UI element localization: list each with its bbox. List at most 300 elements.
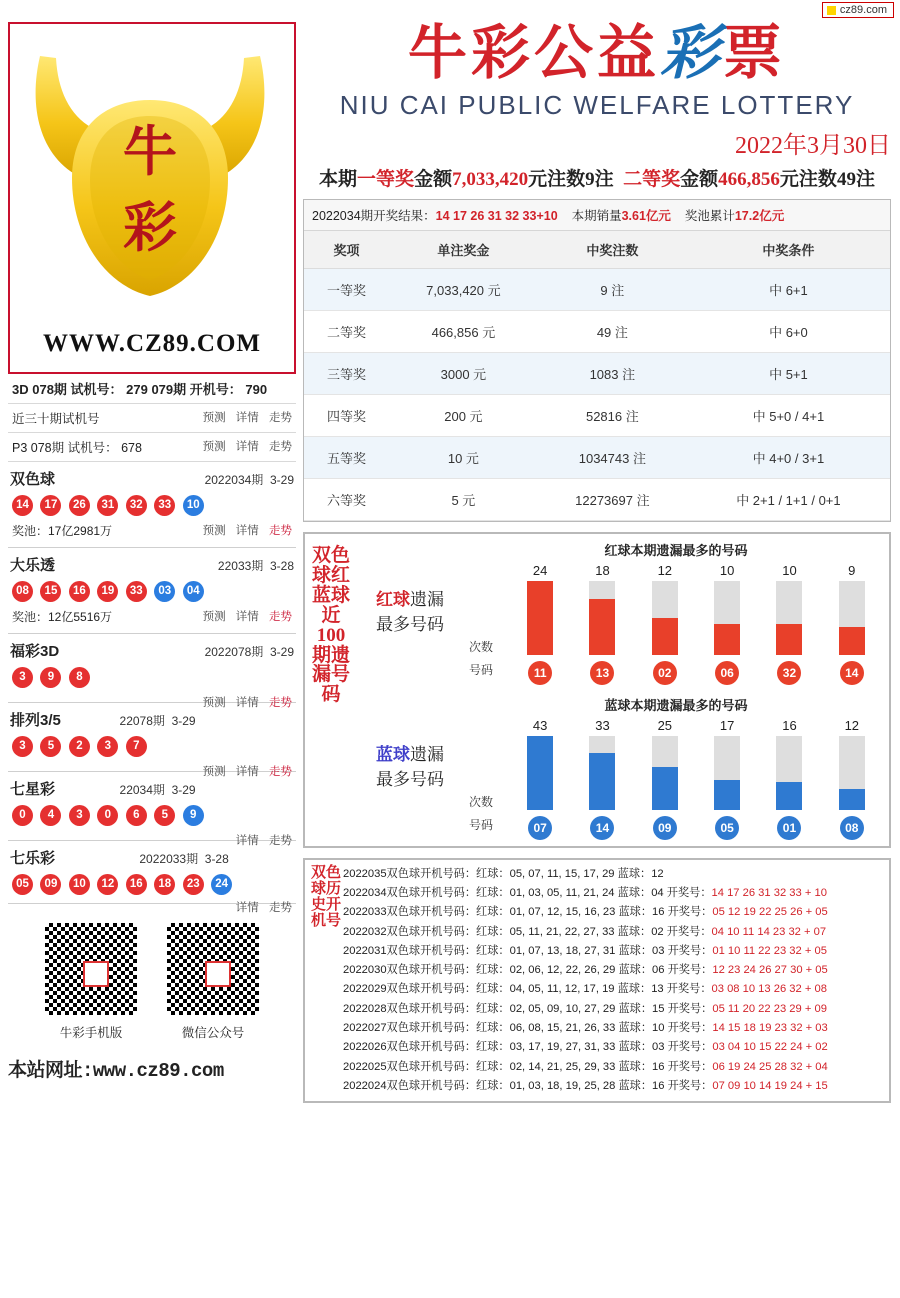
pool-row [10, 830, 294, 847]
page-title [303, 20, 891, 88]
link-trend[interactable]: 走势 [269, 611, 292, 623]
bar-column [704, 718, 750, 810]
result-numbers: 14 17 26 31 32 33+10 [435, 208, 558, 223]
cell-amount: 7,033,420 元 [389, 268, 538, 310]
blue-bars-grid [469, 718, 883, 810]
link-predict[interactable]: 预测 [202, 697, 226, 709]
row-3d-sub-text: 近三十期试机号 [12, 412, 100, 426]
blue-numbers [509, 810, 883, 840]
table-header-row [304, 231, 890, 269]
history-text: 2022026双色球开机号码：红球：03, 17, 19, 27, 31, 33 蓝球：03 开奖号： [343, 1041, 713, 1054]
bar-track [527, 736, 553, 810]
section-fc3d [8, 634, 296, 709]
ball-red: 26 [69, 495, 90, 516]
bar-fill [527, 736, 553, 810]
cell-amount: 3000 元 [389, 352, 538, 394]
bar-value: 10 [782, 562, 797, 578]
red-bars [509, 563, 883, 655]
section-title: 大乐透 [10, 557, 56, 574]
row-3d [8, 374, 296, 404]
history-line [343, 1058, 885, 1077]
bar-track [714, 581, 740, 655]
ball-red: 33 [154, 495, 175, 516]
link-detail[interactable]: 详情 [235, 902, 259, 914]
history-win: 03 04 10 15 22 24 + 02 [712, 1041, 828, 1054]
table-row [304, 394, 890, 436]
ball-red: 09 [40, 874, 61, 895]
ball-list [10, 730, 294, 761]
title-main: 牛彩公益 [407, 20, 660, 86]
section-links[interactable] [196, 694, 292, 710]
section-issue: 2022078期 [204, 645, 264, 659]
link-predict[interactable]: 预测 [202, 412, 226, 424]
qr-area [8, 920, 296, 1041]
red-label-1: 红球 [376, 589, 410, 609]
history-line [343, 1038, 885, 1057]
link-trend[interactable]: 走势 [269, 525, 292, 537]
cell-cond: 中 6+1 [687, 268, 890, 310]
blue-chart-title: 蓝球本期遗漏最多的号码 [604, 697, 748, 713]
badge-square-icon [827, 6, 836, 15]
chart-ball-blue: 07 [528, 816, 552, 840]
bar-fill [589, 753, 615, 810]
blue-label-2: 遗漏 [410, 744, 444, 764]
red-numbers [509, 655, 883, 685]
pool-row [10, 520, 294, 543]
bull-logo-icon [10, 38, 290, 308]
cell-level: 三等奖 [304, 352, 389, 394]
blue-axis-num: 号码 [469, 817, 494, 832]
link-detail[interactable]: 详情 [235, 611, 259, 623]
result-header [304, 200, 890, 231]
chart-ball-red: 13 [590, 661, 614, 685]
ball-red: 3 [69, 805, 90, 826]
link-trend[interactable]: 走势 [269, 412, 292, 424]
red-label-3: 最多号码 [376, 615, 444, 635]
number-cell [766, 816, 812, 840]
section-links[interactable] [196, 608, 292, 624]
cell-count: 1083 注 [538, 352, 687, 394]
history-line [343, 961, 885, 980]
bar-track [527, 581, 553, 655]
link-trend[interactable]: 走势 [269, 441, 292, 453]
bar-value: 16 [782, 717, 797, 733]
cell-amount: 10 元 [389, 436, 538, 478]
cell-cond: 中 2+1 / 1+1 / 0+1 [687, 478, 890, 520]
bar-column [517, 563, 563, 655]
history-win: 07 09 10 14 19 24 + 15 [712, 1079, 828, 1092]
ball-red: 32 [126, 495, 147, 516]
ball-blue: 04 [183, 581, 204, 602]
bar-column [829, 563, 875, 655]
logo-box [8, 22, 296, 374]
pool-row [10, 761, 294, 778]
col-amount: 单注奖金 [389, 231, 538, 269]
ball-red: 4 [40, 805, 61, 826]
first-prize-label: 一等奖 [357, 168, 415, 190]
ball-red: 17 [40, 495, 61, 516]
link-trend[interactable]: 走势 [269, 697, 292, 709]
logo-url: WWW.CZ89.COM [42, 330, 262, 357]
section-day: 3-29 [171, 714, 196, 728]
chart-ball-red: 06 [715, 661, 739, 685]
ball-red: 8 [69, 667, 90, 688]
chart-ball-red: 32 [777, 661, 801, 685]
table-row [304, 352, 890, 394]
qr-item-wechat [164, 920, 262, 1041]
cell-count: 52816 注 [538, 394, 687, 436]
red-chart [469, 540, 883, 685]
history-line [343, 1019, 885, 1038]
history-side-label [309, 865, 343, 1096]
blue-chart-label [351, 742, 469, 793]
col-count: 中奖注数 [538, 231, 687, 269]
blue-label-1: 蓝球 [376, 744, 410, 764]
section-ssq [8, 462, 296, 548]
ball-red: 3 [12, 667, 33, 688]
row-3d-text: 3D 078期 试机号： 279 079期 开机号： 790 [12, 382, 268, 397]
bar-column [579, 718, 625, 810]
section-issue: 2022033期 [139, 852, 199, 866]
section-day: 3-28 [204, 852, 229, 866]
cell-cond: 中 6+0 [687, 310, 890, 352]
ball-list [10, 489, 294, 520]
section-title: 福彩3D [10, 643, 60, 660]
pool-row [10, 606, 294, 629]
link-predict[interactable]: 预测 [202, 441, 226, 453]
section-title: 双色球 [10, 471, 56, 488]
bar-track [776, 736, 802, 810]
bar-column [642, 563, 688, 655]
cell-count: 9 注 [538, 268, 687, 310]
red-number-row [469, 655, 883, 685]
cell-level: 六等奖 [304, 478, 389, 520]
cell-level: 五等奖 [304, 436, 389, 478]
history-line [343, 884, 885, 903]
ball-red: 2 [69, 736, 90, 757]
table-row [304, 478, 890, 520]
history-line [343, 923, 885, 942]
section-pls [8, 703, 296, 778]
bar-fill [714, 624, 740, 655]
ball-red: 31 [97, 495, 118, 516]
link-detail[interactable]: 详情 [235, 835, 259, 847]
bar-value: 12 [657, 562, 673, 578]
bar-track [839, 736, 865, 810]
section-date [120, 709, 196, 729]
history-text: 2022030双色球开机号码：红球：02, 06, 12, 22, 26, 29 蓝球：06 开奖号： [343, 964, 713, 977]
pool-text: 奖池：17亿2981万 [12, 524, 113, 538]
col-level: 奖项 [304, 231, 389, 269]
red-chart-title: 红球本期遗漏最多的号码 [604, 542, 748, 558]
qr-code-icon [42, 920, 140, 1018]
title-tail: 票 [723, 20, 787, 86]
bar-fill [839, 789, 865, 810]
ball-red: 19 [97, 581, 118, 602]
ball-red: 05 [12, 874, 33, 895]
ball-red: 5 [40, 736, 61, 757]
prize-table [304, 231, 890, 521]
section-links[interactable] [229, 895, 292, 915]
history-text: 2022029双色球开机号码：红球：04, 05, 11, 12, 17, 19 蓝球：13 开奖号： [343, 983, 712, 996]
blue-number-row [469, 810, 883, 840]
ball-red: 0 [12, 805, 33, 826]
bar-fill [589, 599, 615, 655]
ball-red: 14 [12, 495, 33, 516]
number-cell [579, 816, 625, 840]
chart-ball-blue: 05 [715, 816, 739, 840]
row-p3 [8, 433, 296, 462]
number-cell [829, 816, 875, 840]
link-predict[interactable]: 预测 [202, 766, 226, 778]
bar-track [839, 581, 865, 655]
section-title: 排列3/5 [10, 712, 61, 729]
section-qxc [8, 772, 296, 847]
history-text: 2022025双色球开机号码：红球：02, 14, 21, 25, 29, 33 蓝球：16 开奖号： [343, 1060, 713, 1073]
red-label-2: 遗漏 [410, 589, 444, 609]
history-win: 03 08 10 13 26 32 + 08 [711, 983, 827, 996]
second-prize-count-label: 注数 [798, 168, 837, 190]
link-detail[interactable]: 详情 [235, 766, 259, 778]
first-prize-count-label: 注数 [547, 168, 586, 190]
bar-value: 43 [532, 717, 548, 733]
history-text: 2022035双色球开机号码：红球：05, 07, 11, 15, 17, 29 蓝球：12 [343, 867, 664, 880]
bar-value: 25 [657, 717, 673, 733]
history-win: 14 15 18 19 23 32 + 03 [712, 1021, 828, 1034]
ball-red: 15 [40, 581, 61, 602]
number-cell [704, 661, 750, 685]
history-box [303, 858, 891, 1103]
section-links[interactable] [229, 832, 292, 848]
link-trend[interactable]: 走势 [269, 835, 292, 847]
ball-red: 12 [97, 874, 118, 895]
history-text: 2022031双色球开机号码：红球：01, 07, 13, 18, 27, 31 蓝球：03 开奖号： [343, 944, 713, 957]
bar-track [714, 736, 740, 810]
history-line [343, 1077, 885, 1096]
second-prize-amount: 466,856 [718, 168, 780, 190]
badge-text: cz89.com [839, 4, 887, 16]
bar-value: 24 [532, 562, 548, 578]
cell-amount: 200 元 [389, 394, 538, 436]
section-title: 七星彩 [10, 781, 56, 798]
red-chart-row [351, 540, 883, 685]
section-day: 3-29 [269, 473, 294, 487]
section-day: 3-29 [171, 783, 196, 797]
red-axis-count: 次数 [469, 639, 494, 654]
right-column [303, 20, 891, 1103]
ball-list [10, 868, 294, 914]
section-day: 3-28 [269, 559, 294, 573]
bar-value: 10 [719, 562, 735, 578]
ball-red: 9 [40, 667, 61, 688]
cell-cond: 中 5+1 [687, 352, 890, 394]
section-dlt [8, 548, 296, 634]
charts-side-label [311, 540, 351, 840]
second-prize-unit: 元 [779, 168, 799, 190]
link-trend[interactable]: 走势 [269, 902, 292, 914]
bar-track [589, 581, 615, 655]
link-detail[interactable]: 详情 [235, 441, 259, 453]
table-row [304, 436, 890, 478]
ball-blue: 24 [211, 874, 232, 895]
section-date [139, 847, 228, 867]
ball-red: 23 [183, 874, 204, 895]
row-3d-sub-links[interactable] [196, 409, 292, 425]
row-p3-text: P3 078期 试机号： 678 [12, 441, 142, 455]
chart-ball-blue: 14 [590, 816, 614, 840]
history-line [343, 1000, 885, 1019]
link-predict[interactable]: 预测 [202, 611, 226, 623]
first-prize-amount: 7,033,420 [452, 168, 529, 190]
bar-column [579, 563, 625, 655]
bar-value: 17 [719, 717, 735, 733]
bar-value: 12 [844, 717, 860, 733]
section-date [218, 554, 294, 574]
bar-column [642, 718, 688, 810]
section-issue: 22078期 [119, 714, 165, 728]
sales-label: 本期销量 [571, 208, 622, 223]
ball-red: 6 [126, 805, 147, 826]
pool-label: 奖池累计 [684, 208, 735, 223]
section-date [120, 778, 196, 798]
section-qlc [8, 841, 296, 914]
ball-red: 3 [97, 736, 118, 757]
number-cell [829, 661, 875, 685]
section-date [205, 468, 294, 488]
cell-cond: 中 5+0 / 4+1 [687, 394, 890, 436]
history-text: 2022024双色球开机号码：红球：01, 03, 18, 19, 25, 28 蓝球：16 开奖号： [343, 1079, 713, 1092]
history-text: 2022028双色球开机号码：红球：02, 05, 09, 10, 27, 29 蓝球：15 开奖号： [343, 1002, 713, 1015]
bar-fill [652, 618, 678, 655]
history-text: 2022033双色球开机号码：红球：01, 07, 12, 15, 16, 23 蓝球：16 开奖号： [343, 906, 713, 919]
cell-count: 12273697 注 [538, 478, 687, 520]
link-detail[interactable]: 详情 [235, 525, 259, 537]
blue-chart [469, 695, 883, 840]
history-text: 2022032双色球开机号码：红球：05, 11, 21, 22, 27, 33 蓝球：02 开奖号： [343, 925, 712, 938]
ball-red: 16 [69, 581, 90, 602]
section-links[interactable] [196, 763, 292, 779]
number-cell [642, 661, 688, 685]
ball-blue: 10 [183, 495, 204, 516]
qr-code-icon [164, 920, 262, 1018]
cell-cond: 中 4+0 / 3+1 [687, 436, 890, 478]
bar-fill [527, 581, 553, 655]
col-cond: 中奖条件 [687, 231, 890, 269]
second-prize-count: 49注 [836, 168, 875, 190]
first-prize-unit: 元 [528, 168, 548, 190]
section-issue: 22034期 [119, 783, 165, 797]
link-trend[interactable]: 走势 [269, 766, 292, 778]
history-line [343, 980, 885, 999]
ball-red: 0 [97, 805, 118, 826]
charts-box [303, 532, 891, 848]
history-text: 2022027双色球开机号码：红球：06, 08, 15, 21, 26, 33 蓝球：10 开奖号： [343, 1021, 713, 1034]
bar-fill [839, 627, 865, 654]
chart-ball-blue: 09 [653, 816, 677, 840]
chart-ball-blue: 08 [840, 816, 864, 840]
history-line [343, 903, 885, 922]
cell-level: 二等奖 [304, 310, 389, 352]
number-cell [517, 661, 563, 685]
bar-fill [652, 767, 678, 810]
link-predict[interactable]: 预测 [202, 525, 226, 537]
pool-row [10, 692, 294, 709]
history-text: 2022034双色球开机号码：红球：01, 03, 05, 11, 21, 24 蓝球：04 开奖号： [343, 887, 712, 900]
ball-red: 5 [154, 805, 175, 826]
cell-level: 四等奖 [304, 394, 389, 436]
qr-item-app [42, 920, 140, 1041]
svg-text:彩: 彩 [123, 198, 177, 258]
bar-column [704, 563, 750, 655]
bar-fill [714, 780, 740, 810]
ball-blue: 03 [154, 581, 175, 602]
number-cell [704, 816, 750, 840]
table-row [304, 268, 890, 310]
link-detail[interactable]: 详情 [235, 412, 259, 424]
bar-value: 9 [848, 562, 856, 578]
issue-date: 2022年3月30日 [735, 132, 891, 159]
link-detail[interactable]: 详情 [235, 697, 259, 709]
cell-count: 49 注 [538, 310, 687, 352]
history-win: 04 10 11 14 23 32 + 07 [711, 925, 827, 938]
blue-axis-count: 次数 [469, 794, 494, 809]
history-win: 12 23 24 26 27 30 + 05 [712, 964, 828, 977]
ball-list [10, 799, 294, 830]
ball-red: 08 [12, 581, 33, 602]
bar-column [766, 718, 812, 810]
history-win: 14 17 26 31 32 33 + 10 [711, 887, 827, 900]
section-issue: 22033期 [217, 559, 264, 573]
bar-track [652, 736, 678, 810]
section-links[interactable] [196, 522, 292, 538]
cell-count: 1034743 注 [538, 436, 687, 478]
ball-red: 16 [126, 874, 147, 895]
bar-value: 18 [595, 562, 610, 578]
section-date [205, 640, 294, 660]
bar-value: 33 [595, 717, 610, 733]
qr-caption: 微信公众号 [181, 1026, 245, 1040]
cell-amount: 5 元 [389, 478, 538, 520]
bar-track [652, 581, 678, 655]
blue-chart-row [351, 695, 883, 840]
bar-column [829, 718, 875, 810]
charts-side-text: 双色球红蓝球近100期遗漏号码 [311, 544, 350, 706]
charts-main [351, 540, 883, 840]
history-win: 05 11 20 22 23 29 + 09 [712, 1002, 827, 1015]
blue-label-3: 最多号码 [376, 770, 444, 790]
prize-prefix: 本期 [319, 168, 358, 190]
second-prize-text: 金额 [680, 168, 719, 190]
site-badge [822, 2, 894, 18]
history-line [343, 942, 885, 961]
chart-ball-red: 11 [528, 661, 552, 685]
left-column [8, 22, 296, 1082]
ball-red: 18 [154, 874, 175, 895]
history-line [343, 865, 885, 884]
ball-red: 33 [126, 581, 147, 602]
history-side-text: 双色球历史开机号 [310, 864, 341, 930]
bar-fill [776, 782, 802, 809]
row-3d-sub [8, 404, 296, 433]
section-title: 七乐彩 [10, 850, 56, 867]
number-cell [579, 661, 625, 685]
row-p3-links[interactable] [196, 438, 292, 454]
result-box [303, 199, 891, 522]
chart-ball-red: 02 [653, 661, 677, 685]
red-chart-label [351, 587, 469, 638]
qr-caption: 牛彩手机版 [59, 1026, 123, 1040]
blue-bars [509, 718, 883, 810]
